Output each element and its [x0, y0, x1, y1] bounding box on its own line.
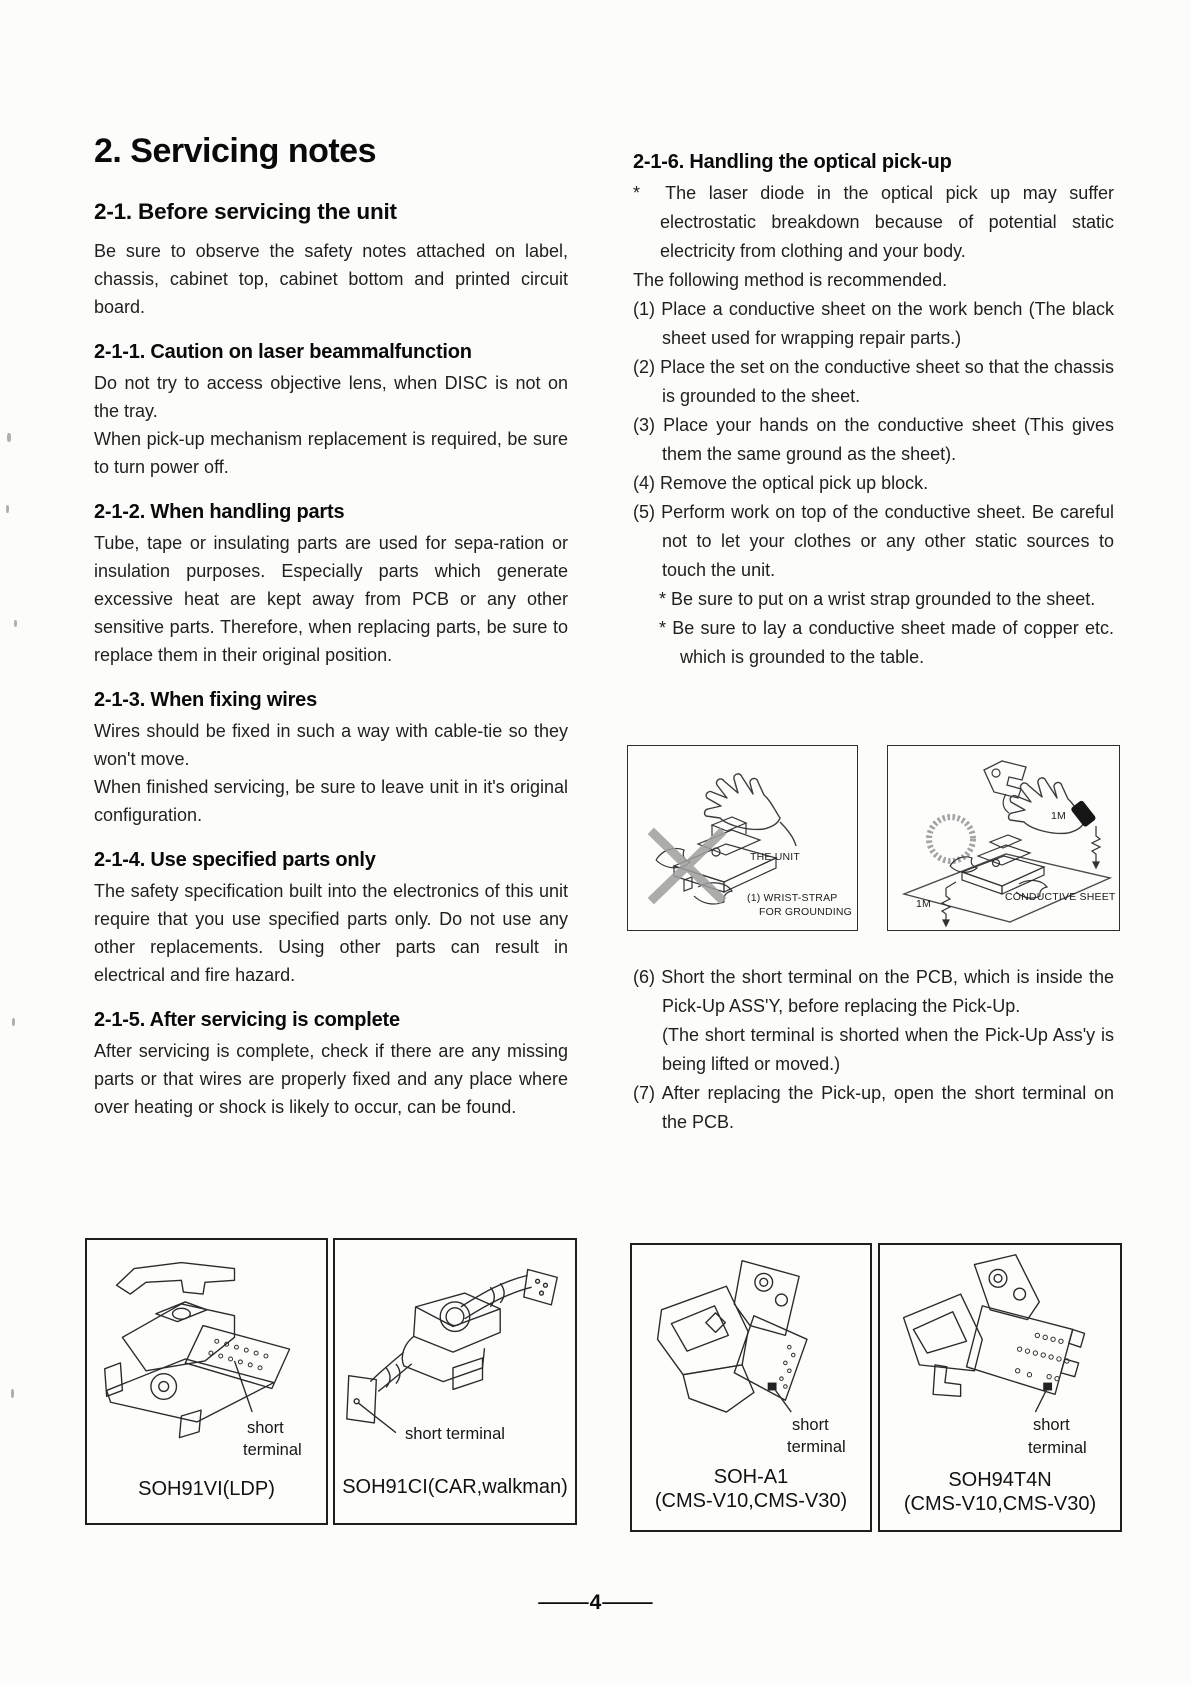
- step-2: (2) Place the set on the conductive sheet so that the chassis is grounded to the sheet.: [633, 357, 1114, 406]
- step-3: (3) Place your hands on the conductive sheet (This gives them the same ground as the sheet).: [633, 415, 1114, 464]
- wrist-strap-label-line2: FOR GROUNDING: [759, 906, 853, 918]
- step-7: (7) After replacing the Pick-up, open the short terminal on the PCB.: [633, 1083, 1114, 1132]
- ground-resistor-top: [1092, 826, 1100, 868]
- section-2-1-paragraph: Be sure to observe the safety notes attached on label, chassis, cabinet top, cabinet bottom and printed circuit board.: [94, 241, 568, 318]
- soh94t4n-illustration: [880, 1245, 1116, 1470]
- laser-diode-note: * The laser diode in the optical pick up may suffer electrostatic breakdown because of potential static electricity from clothing and your body.: [633, 183, 1115, 261]
- figure-conductive-sheet: [887, 745, 1120, 931]
- section-2-1-4-paragraph: The safety specification built into the electronics of this unit require that you use specified parts only. Do not use any other replacements. Using other parts can result in electrical and fire hazard.: [94, 881, 568, 986]
- scan-artifact: [6, 505, 9, 513]
- section-heading-2-1-4: 2-1-4. Use specified parts only: [94, 849, 376, 872]
- section-heading-2-1-1: 2-1-1. Caution on laser beammalfunction: [94, 341, 472, 364]
- short-terminal-pointer: short terminal: [405, 1425, 505, 1443]
- section-heading-2-1: 2-1. Before servicing the unit: [94, 199, 397, 225]
- section-2-1-1-paragraph: When pick-up mechanism replacement is required, be sure to turn power off.: [94, 429, 568, 478]
- section-heading-2-1-3: 2-1-3. When fixing wires: [94, 689, 318, 712]
- section-2-1-5-paragraph: After servicing is complete, check if there are any missing parts or that wires are properly fixed and any place where over heating or shock is likely to occur, can be found.: [94, 1041, 568, 1118]
- figure-caption: SOH91VI(LDP): [138, 1478, 275, 1500]
- clamp-hole: [992, 769, 1000, 777]
- figure-soh91ci: [333, 1238, 577, 1525]
- arm-line: [780, 822, 796, 846]
- right-column-bottom: [633, 963, 1114, 1137]
- section-heading-2-1-6: 2-1-6. Handling the optical pick-up: [633, 151, 952, 173]
- figure-caption: SOH91CI(CAR,walkman): [342, 1476, 568, 1498]
- scan-artifact: [12, 1018, 15, 1026]
- section-2-1-1-paragraph: Do not try to access objective lens, when DISC is not on the tray.: [94, 373, 568, 422]
- figure-soh-a1: [630, 1243, 872, 1532]
- ground-resistor-bottom: [942, 882, 956, 926]
- scan-artifact: [14, 620, 17, 627]
- hand-outline: [1009, 778, 1084, 834]
- soh91vi-illustration: [87, 1240, 322, 1475]
- unit-drawing: [950, 835, 1047, 898]
- short-terminal-pointer-line1: short: [792, 1416, 829, 1434]
- method-intro: The following method is recommended.: [633, 270, 948, 290]
- short-terminal-pointer-line2: terminal: [243, 1441, 302, 1459]
- section-2-1-3-paragraph: Wires should be fixed in such a way with cable-tie so they won't move.: [94, 721, 568, 770]
- wrist-strap-label-line1: (1) WRIST-STRAP: [747, 892, 838, 904]
- resistor-top-label: 1M: [1051, 810, 1066, 822]
- figure-caption-line2: (CMS-V10,CMS-V30): [903, 1493, 1097, 1515]
- figure-unit-warning: [627, 745, 858, 931]
- resistor-bottom-label: 1M: [916, 898, 931, 910]
- section-heading-2-1-2: 2-1-2. When handling parts: [94, 501, 345, 524]
- copper-sheet-note: * Be sure to lay a conductive sheet made of copper etc. which is grounded to the table.: [659, 618, 1114, 667]
- unit-label: THE UNIT: [750, 851, 801, 863]
- right-column-top: [633, 150, 1114, 672]
- left-column: [94, 131, 568, 1121]
- sheet-outline: [904, 854, 1110, 922]
- short-terminal-pointer-line2: terminal: [787, 1438, 846, 1456]
- figure-caption-line1: SOH-A1: [713, 1466, 789, 1488]
- figure-caption-line2: (CMS-V10,CMS-V30): [654, 1490, 848, 1512]
- step-5: (5) Perform work on top of the conductive sheet. Be careful not to let your clothes or any other static sources to touch the unit.: [633, 502, 1114, 580]
- short-terminal-pointer-line1: short: [1033, 1416, 1070, 1434]
- scan-artifact: [7, 433, 11, 442]
- figure-caption-line1: SOH94T4N: [948, 1469, 1052, 1491]
- wrist-strap-note: * Be sure to put on a wrist strap grounded to the sheet.: [659, 589, 1096, 609]
- step-6: (6) Short the short terminal on the PCB, which is inside the Pick-Up ASS'Y, before replacing the Pick-Up.: [633, 967, 1114, 1016]
- conductive-sheet-label: CONDUCTIVE SHEET: [1005, 891, 1116, 903]
- figure-soh94t4n: [878, 1243, 1122, 1532]
- asterisk-marker: *: [633, 183, 641, 203]
- footer-dash-right: —: [602, 1592, 654, 1613]
- clamp-drawing: [984, 761, 1026, 798]
- soh-a1-illustration: [632, 1245, 866, 1470]
- step-4: (4) Remove the optical pick up block.: [633, 473, 929, 493]
- page-title: 2. Servicing notes: [94, 132, 376, 170]
- scan-artifact: [11, 1389, 14, 1398]
- page-footer: [0, 1591, 1191, 1615]
- figure-soh91vi: [85, 1238, 328, 1525]
- step-1: (1) Place a conductive sheet on the work bench (The black sheet used for wrapping repair parts.): [633, 299, 1114, 348]
- section-2-1-2-paragraph: Tube, tape or insulating parts are used for sepa-ration or insulation purposes. Especially parts which generate excessive heat are kept away from PCB or any other sensitive parts. Therefore, when replacing parts, be sure to replace them in their original position.: [94, 533, 568, 666]
- section-2-1-3-paragraph: When finished servicing, be sure to leave unit in it's original configuration.: [94, 777, 568, 826]
- step-6-note: (The short terminal is shorted when the Pick-Up Ass'y is being lifted or moved.): [662, 1025, 1114, 1074]
- footer-dash-left: —: [537, 1592, 589, 1613]
- short-terminal-pointer-line2: terminal: [1028, 1439, 1087, 1457]
- grounding-ring: [929, 817, 973, 861]
- wrist-strap-band: [1070, 800, 1097, 828]
- section-heading-2-1-5: 2-1-5. After servicing is complete: [94, 1009, 400, 1032]
- short-terminal-pointer-line1: short: [247, 1419, 284, 1437]
- wire-squiggle: [1003, 794, 1009, 813]
- page-number: 4: [589, 1591, 602, 1614]
